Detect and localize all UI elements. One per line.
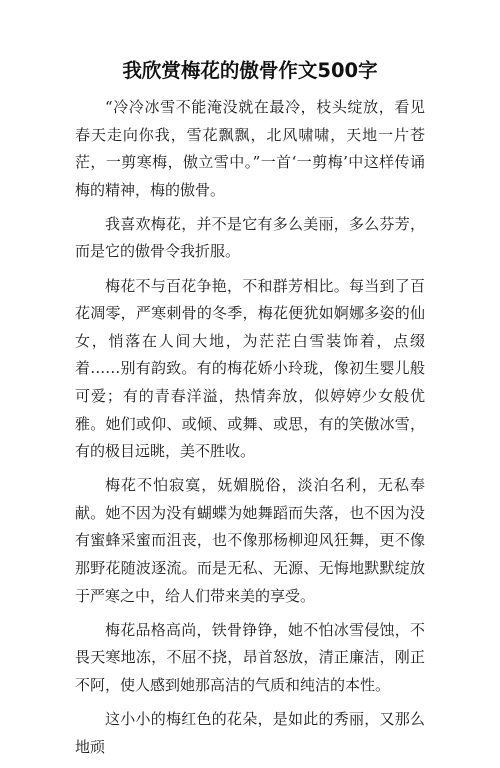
- paragraph: 梅花不与百花争艳，不和群芳相比。每当到了百花凋零，严寒刺骨的冬季，梅花便犹如婀娜多姿的仙女，悄落在人间大地，为茫茫白雪装饰着，点缀着……别有韵致。有的梅花娇小玲珑，像初生婴儿般可爱；有的青春洋溢，热情奔放，似婷婷少女般优雅。她们或仰、或倾、或舞、或思，有的笑傲冰雪，有的极目远眺，美不胜收。: [75, 276, 425, 461]
- paragraph: 梅花不怕寂寞，妩媚脱俗，淡泊名利，无私奉献。她不因为没有蝴蝶为她舞蹈而失落，也不因为没有蜜蜂采蜜而沮丧，也不像那杨柳迎风狂舞，更不像那野花随波逐流。而是无私、无源、无悔地默默绽放于严寒之中，给人们带来美的享受。: [75, 476, 425, 605]
- paragraph: 梅花品格高尚，铁骨铮铮，她不怕冰雪侵蚀，不畏天寒地冻，不屈不挠，昂首怒放，清正廉洁，刚正不阿，使人感到她那高洁的气质和纯洁的本性。: [75, 620, 425, 694]
- paragraph: 我喜欢梅花，并不是它有多么美丽，多么芬芳，而是它的傲骨令我折服。: [75, 214, 425, 261]
- paragraph: 这小小的梅红色的花朵，是如此的秀丽，又那么地顽: [75, 709, 425, 756]
- paragraph: “冷冷冰雪不能淹没就在最冷，枝头绽放，看见春天走向你我，雪花飘飘，北风啸啸，天地一片苍茫，一剪寒梅，傲立雪中。”一首‘一剪梅’中这样传诵梅的精神，梅的傲骨。: [75, 98, 425, 199]
- document-title: 我欣赏梅花的傲骨作文500字: [122, 59, 378, 82]
- document-body: [75, 94, 425, 768]
